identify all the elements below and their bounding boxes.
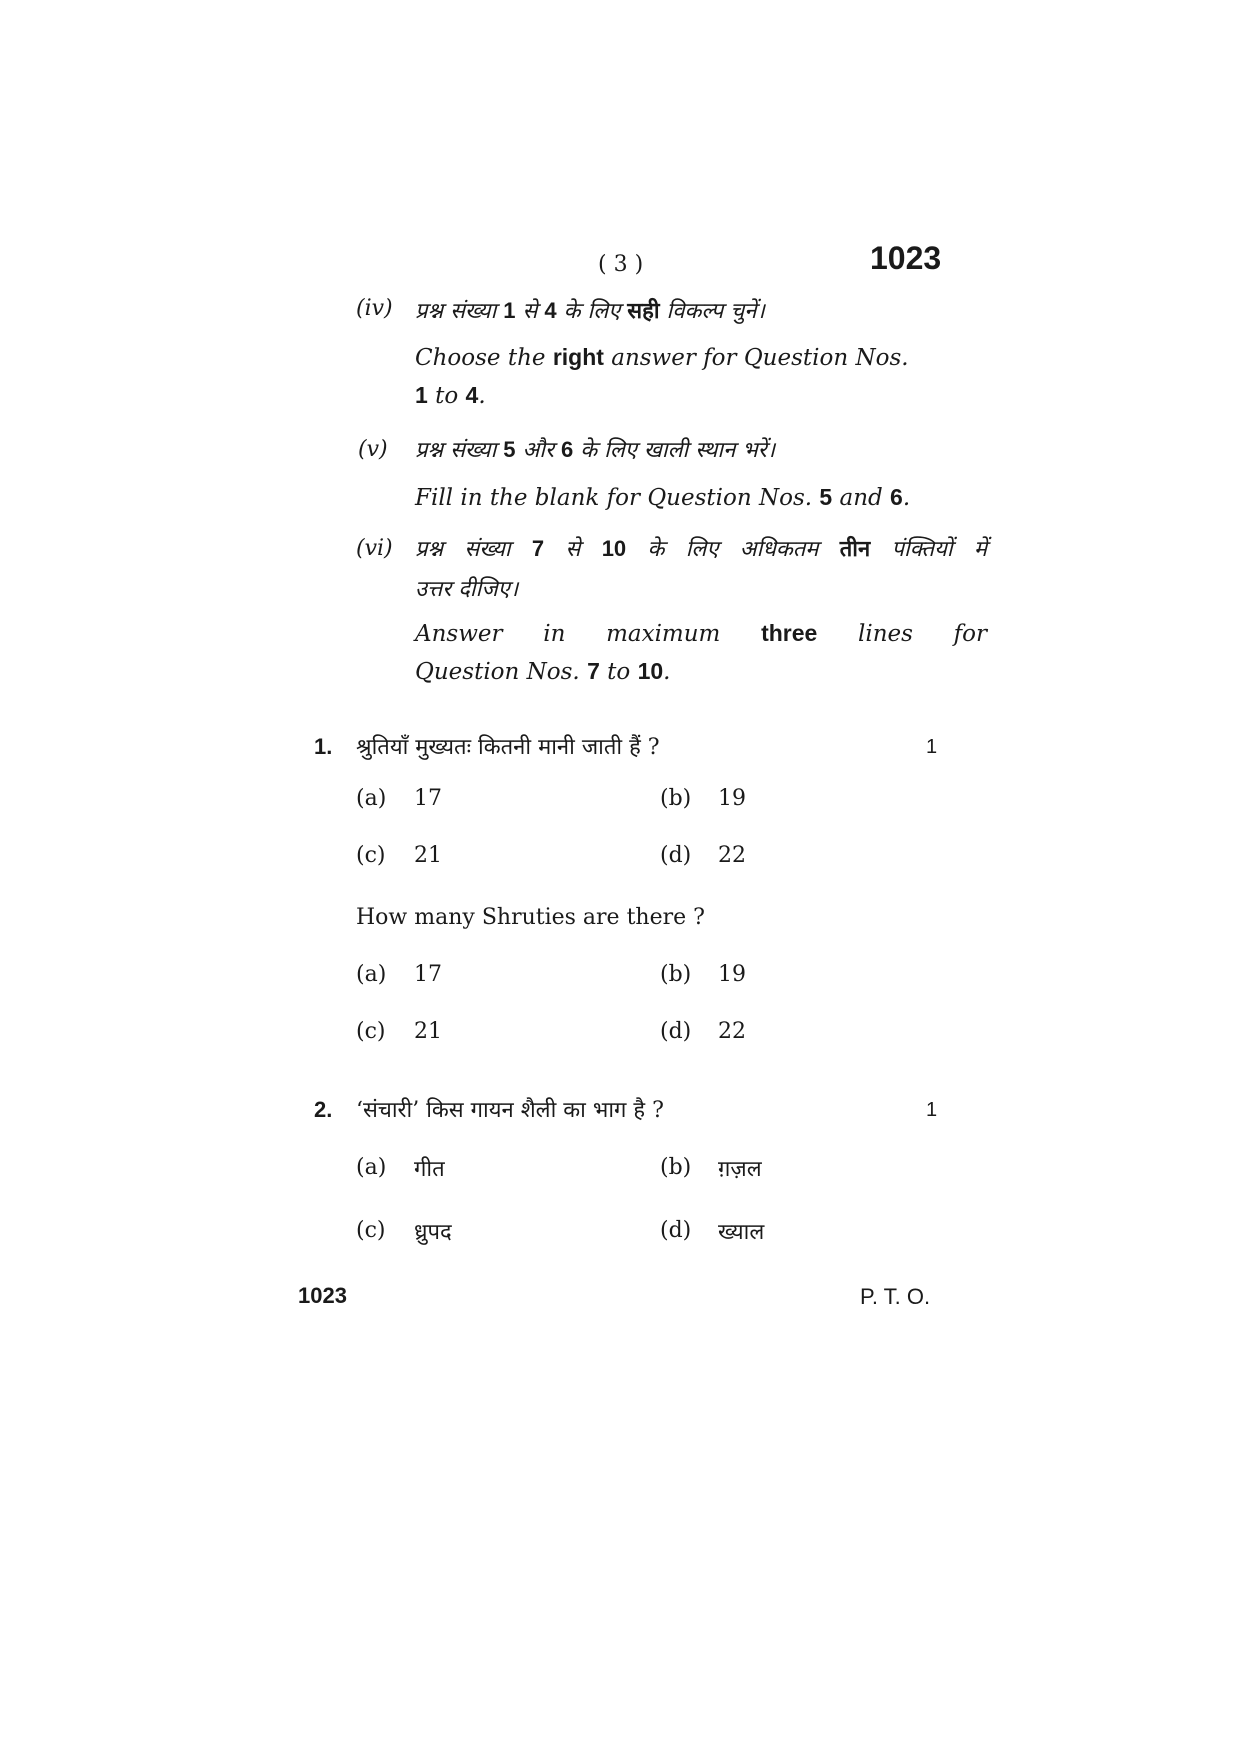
instruction-vi-english-line2: Question Nos. 7 to 10.	[415, 658, 671, 685]
instruction-marker-vi: (vi)	[356, 536, 393, 561]
q1-hindi-option-d-label: (d)	[660, 843, 692, 868]
question-1-number: 1.	[314, 734, 333, 759]
instruction-v-english-line1: Fill in the blank for Question Nos. 5 and 6.	[415, 484, 911, 511]
q1-english-option-a-label: (a)	[356, 962, 387, 987]
q1-english-option-d-label: (d)	[660, 1019, 692, 1044]
q2-option-c-label: (c)	[356, 1218, 386, 1243]
q1-hindi-option-c: 21	[414, 843, 442, 868]
instruction-marker-v: (v)	[358, 437, 388, 462]
q2-option-a-label: (a)	[356, 1155, 387, 1180]
instruction-iv-english-line1: Choose the right answer for Question Nos.	[415, 344, 909, 371]
please-turn-over: P. T. O.	[860, 1284, 931, 1309]
instruction-vi-hindi-line2: उत्तर दीजिए।	[415, 577, 519, 602]
q1-hindi-option-d: 22	[718, 843, 746, 868]
question-1-marks: 1	[926, 736, 938, 758]
question-2-hindi-text: ‘संचारी’ किस गायन शैली का भाग है ?	[356, 1098, 664, 1123]
q1-english-option-a: 17	[414, 962, 442, 987]
question-1-english-text: How many Shruties are there ?	[356, 905, 705, 930]
q1-english-option-b-label: (b)	[660, 962, 692, 987]
q1-english-option-d: 22	[718, 1019, 746, 1044]
q1-english-option-c: 21	[414, 1019, 442, 1044]
instruction-marker-iv: (iv)	[356, 296, 393, 321]
q1-hindi-option-a: 17	[414, 786, 442, 811]
question-2-marks: 1	[926, 1099, 938, 1121]
paper-code-footer: 1023	[298, 1283, 347, 1308]
q1-hindi-option-b-label: (b)	[660, 786, 692, 811]
instruction-iv-hindi: प्रश्न संख्या 1 से 4 के लिए सही विकल्प चुनें।	[415, 298, 765, 324]
instruction-vi-english-line1: Answer in maximum three lines for	[415, 620, 987, 647]
page-number: ( 3 )	[598, 252, 644, 277]
question-1-hindi-text: श्रुतियाँ मुख्यतः कितनी मानी जाती हैं ?	[356, 735, 660, 760]
q2-option-b: ग़ज़ल	[718, 1157, 762, 1182]
q2-option-a: गीत	[414, 1157, 445, 1182]
q1-hindi-option-c-label: (c)	[356, 843, 386, 868]
q2-option-d-label: (d)	[660, 1218, 692, 1243]
instruction-vi-hindi-line1: प्रश्न संख्या 7 से 10 के लिए अधिकतम तीन पंक्तियों में	[415, 536, 987, 562]
q1-hindi-option-b: 19	[718, 786, 746, 811]
q2-option-c: ध्रुपद	[414, 1220, 452, 1245]
q2-option-d: ख्याल	[718, 1220, 765, 1245]
q1-english-option-b: 19	[718, 962, 746, 987]
q2-option-b-label: (b)	[660, 1155, 692, 1180]
q1-hindi-option-a-label: (a)	[356, 786, 387, 811]
paper-code-header: 1023	[870, 240, 942, 276]
q1-english-option-c-label: (c)	[356, 1019, 386, 1044]
instruction-iv-english-line2: 1 to 4.	[415, 382, 486, 409]
instruction-v-hindi: प्रश्न संख्या 5 और 6 के लिए खाली स्थान भरें।	[415, 437, 776, 463]
question-2-number: 2.	[314, 1097, 333, 1122]
